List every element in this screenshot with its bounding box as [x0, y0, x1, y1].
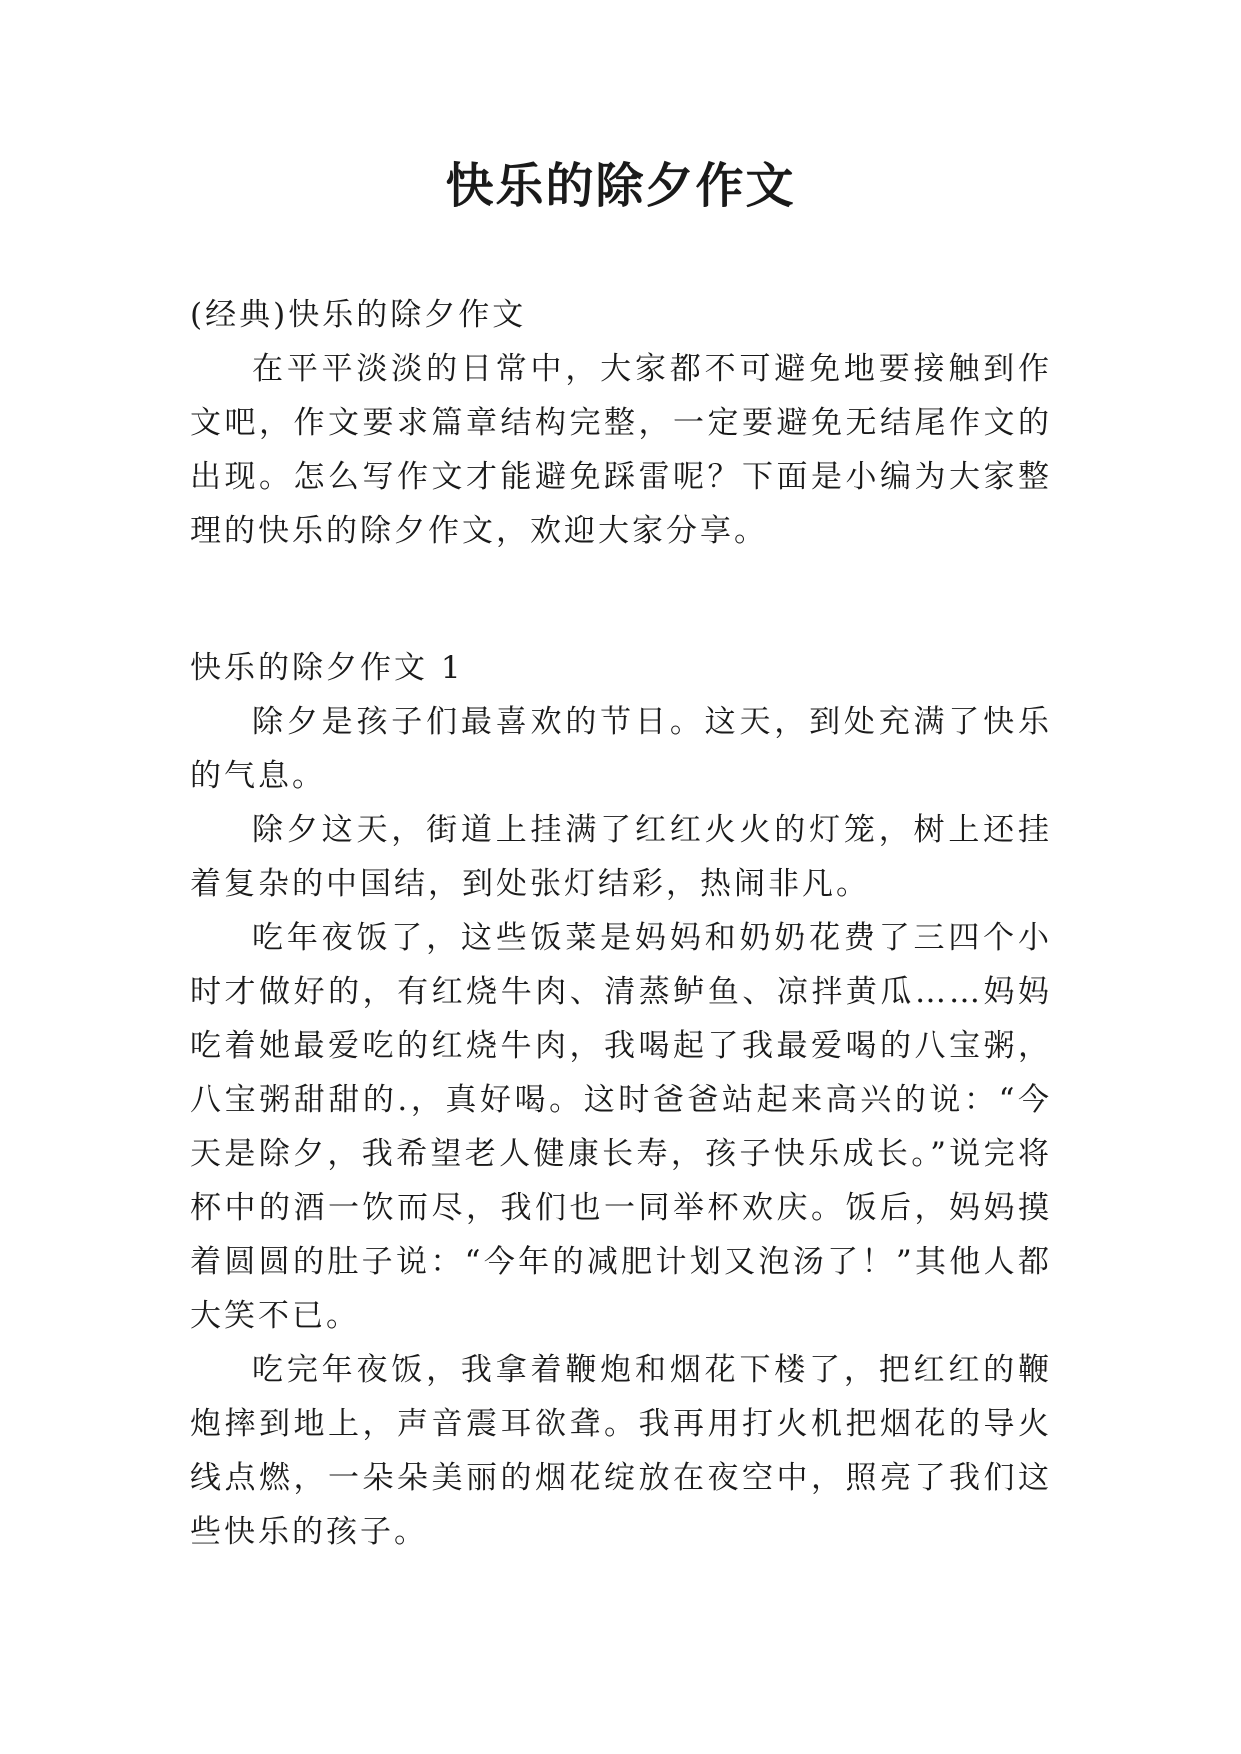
- paragraph: 吃年夜饭了，这些饭菜是妈妈和奶奶花费了三四个小时才做好的，有红烧牛肉、清蒸鲈鱼、凉拌黄瓜……妈妈吃着她最爱吃的红烧牛肉，我喝起了我最爱喝的八宝粥，八宝粥甜甜的.，真好喝。这时爸爸站起来高兴的说：“今天是除夕，我希望老人健康长寿，孩子快乐成长。”说完将杯中的酒一饮而尽，我们也一同举杯欢庆。饭后，妈妈摸着圆圆的肚子说：“今年的减肥计划又泡汤了！”其他人都大笑不已。: [190, 920, 1052, 1334]
- document-body: [190, 288, 1052, 1559]
- section-heading: 快乐的除夕作文 1: [190, 650, 464, 686]
- document-title: 快乐的除夕作文: [445, 158, 796, 214]
- document-subtitle: (经典)快乐的除夕作文: [190, 297, 527, 333]
- section-gap: [190, 558, 1052, 612]
- paragraph: 除夕这天，街道上挂满了红红火火的灯笼，树上还挂着复杂的中国结，到处张灯结彩，热闹非凡。: [190, 812, 1052, 902]
- intro-paragraph: 在平平淡淡的日常中，大家都不可避免地要接触到作文吧，作文要求篇章结构完整，一定要避免无结尾作文的出现。怎么写作文才能避免踩雷呢？下面是小编为大家整理的快乐的除夕作文，欢迎大家分享。: [190, 351, 1052, 549]
- section-gap: [190, 612, 1052, 641]
- paragraph: 吃完年夜饭，我拿着鞭炮和烟花下楼了，把红红的鞭炮摔到地上，声音震耳欲聋。我再用打火机把烟花的导火线点燃，一朵朵美丽的烟花绽放在夜空中，照亮了我们这些快乐的孩子。: [190, 1352, 1052, 1550]
- paragraph: 除夕是孩子们最喜欢的节日。这天，到处充满了快乐的气息。: [190, 704, 1052, 794]
